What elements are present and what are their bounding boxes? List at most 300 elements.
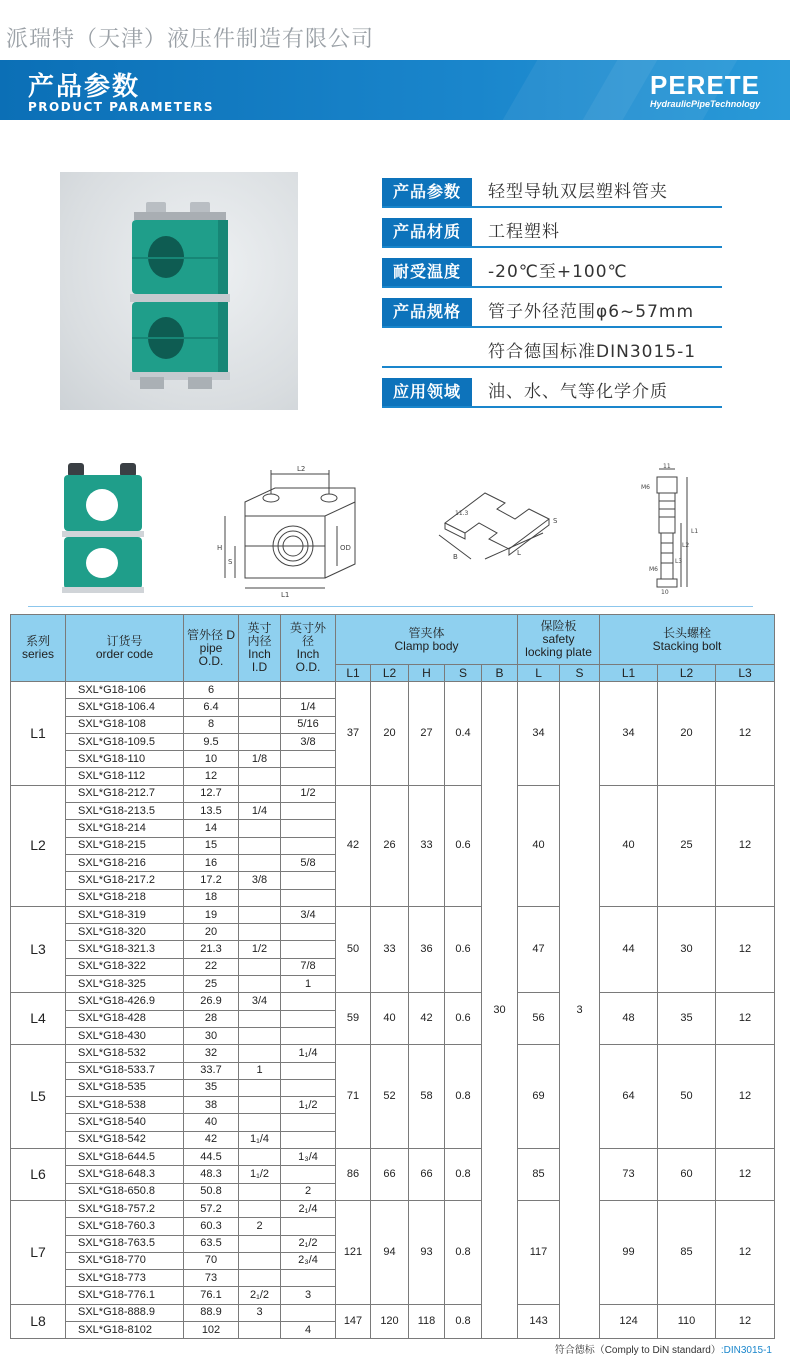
inch-od-cell [281, 872, 336, 889]
inch-id-cell: 3/8 [239, 872, 281, 889]
clamp-l1-cell: 37 [336, 682, 371, 786]
clamp-h-cell: 93 [409, 1200, 445, 1304]
inch-id-cell [239, 820, 281, 837]
subheader-bolt-l1: L1 [600, 665, 658, 682]
header-banner [0, 60, 790, 120]
bolt-dim-s-label: 11 [663, 463, 671, 470]
clamp-l2-cell: 52 [371, 1045, 409, 1149]
clamp-h-cell: 66 [409, 1149, 445, 1201]
clamp-s-cell: 0.6 [445, 993, 482, 1045]
order-code-cell: SXL*G18-535 [66, 1079, 184, 1096]
order-code-cell: SXL*G18-770 [66, 1252, 184, 1269]
order-code-cell: SXL*G18-648.3 [66, 1166, 184, 1183]
bolt-l2-cell: 25 [658, 785, 716, 906]
footnote-text: 符合德标（Comply to DiN standard） [554, 1345, 721, 1356]
pipe-od-cell: 14 [184, 820, 239, 837]
inch-od-cell [281, 1304, 336, 1321]
bolt-dim-m6-label: M6 [641, 484, 650, 491]
subheader-plate-l: L [518, 665, 560, 682]
inch-od-cell [281, 1114, 336, 1131]
inch-od-cell: 5/8 [281, 854, 336, 871]
order-code-cell: SXL*G18-532 [66, 1045, 184, 1062]
pipe-od-cell: 25 [184, 976, 239, 993]
pipe-od-cell: 48.3 [184, 1166, 239, 1183]
order-code-cell: SXL*G18-214 [66, 820, 184, 837]
inch-od-cell [281, 1062, 336, 1079]
pipe-od-cell: 63.5 [184, 1235, 239, 1252]
order-code-cell: SXL*G18-217.2 [66, 872, 184, 889]
table-row [11, 1304, 775, 1321]
pipe-od-cell: 102 [184, 1321, 239, 1338]
order-code-cell: SXL*G18-322 [66, 958, 184, 975]
bolt-dim-d-label: 10 [661, 589, 669, 595]
pipe-od-cell: 6 [184, 682, 239, 699]
inch-id-cell [239, 682, 281, 699]
pipe-od-cell: 15 [184, 837, 239, 854]
bolt-l2-cell: 85 [658, 1200, 716, 1304]
inch-od-cell [281, 1270, 336, 1287]
inch-od-cell: 4 [281, 1321, 336, 1338]
order-code-cell: SXL*G18-650.8 [66, 1183, 184, 1200]
pipe-od-cell: 33.7 [184, 1062, 239, 1079]
inch-id-cell [239, 1027, 281, 1044]
clamp-l2-cell: 26 [371, 785, 409, 906]
clamp-l1-cell: 121 [336, 1200, 371, 1304]
inch-id-cell [239, 733, 281, 750]
clamp-b-cell: 30 [482, 682, 518, 1339]
header-series: 系列 series [11, 615, 66, 682]
standard-footnote [555, 1341, 772, 1356]
plate-l-cell: 47 [518, 906, 560, 992]
dim-l2-label: L2 [297, 465, 306, 473]
subheader-clamp-h: H [409, 665, 445, 682]
series-cell: L1 [11, 682, 66, 786]
order-code-cell: SXL*G18-213.5 [66, 803, 184, 820]
pipe-od-cell: 9.5 [184, 733, 239, 750]
order-code-cell: SXL*G18-776.1 [66, 1287, 184, 1304]
param-row-application [382, 378, 722, 408]
plate-l-cell: 69 [518, 1045, 560, 1149]
inch-id-cell: 2₁/2 [239, 1287, 281, 1304]
inch-od-cell [281, 820, 336, 837]
plate-l-cell: 34 [518, 682, 560, 786]
inch-id-cell [239, 785, 281, 802]
bolt-l1-cell: 44 [600, 906, 658, 992]
inch-id-cell [239, 854, 281, 871]
dim-od-label: OD [340, 544, 351, 552]
inch-od-cell: 2 [281, 1183, 336, 1200]
inch-od-cell [281, 1131, 336, 1148]
clamp-s-cell: 0.8 [445, 1200, 482, 1304]
bolt-l2-cell: 35 [658, 993, 716, 1045]
order-code-cell: SXL*G18-106 [66, 682, 184, 699]
inch-id-cell [239, 1183, 281, 1200]
order-code-cell: SXL*G18-763.5 [66, 1235, 184, 1252]
header-stacking-bolt: 长头螺栓 Stacking bolt [600, 615, 775, 665]
pipe-od-cell: 16 [184, 854, 239, 871]
inch-od-cell [281, 1027, 336, 1044]
bolt-l3-cell: 12 [716, 1200, 775, 1304]
inch-id-cell [239, 1252, 281, 1269]
bolt-l3-cell: 12 [716, 906, 775, 992]
clamp-s-cell: 0.8 [445, 1149, 482, 1201]
order-code-cell: SXL*G18-773 [66, 1270, 184, 1287]
header-inch-id: 英寸 内径 Inch I.D [239, 615, 281, 682]
banner-title-en: PRODUCT PARAMETERS [28, 100, 215, 114]
table-row [11, 785, 775, 802]
series-cell: L4 [11, 993, 66, 1045]
order-code-cell: SXL*G18-426.9 [66, 993, 184, 1010]
inch-od-cell [281, 924, 336, 941]
param-value: 油、水、气等化学介质 [488, 382, 668, 402]
inch-od-cell: 3 [281, 1287, 336, 1304]
bolt-l3-cell: 12 [716, 1304, 775, 1339]
banner-title-cn: 产品参数 [28, 72, 141, 102]
order-code-cell: SXL*G18-321.3 [66, 941, 184, 958]
pipe-od-cell: 12 [184, 768, 239, 785]
order-code-cell: SXL*G18-538 [66, 1097, 184, 1114]
series-cell: L3 [11, 906, 66, 992]
header-pipe-od: 管外径 D pipe O.D. [184, 615, 239, 682]
order-code-cell: SXL*G18-215 [66, 837, 184, 854]
inch-id-cell [239, 889, 281, 906]
subheader-bolt-l3: L3 [716, 665, 775, 682]
inch-od-cell [281, 1079, 336, 1096]
clamp-photo-illustration [60, 172, 298, 410]
logo-tagline: HydraulicPipeTechnology [650, 99, 761, 109]
table-row [11, 906, 775, 923]
plate-l-cell: 143 [518, 1304, 560, 1339]
inch-id-cell [239, 1114, 281, 1131]
plate-dim-s-label: S [553, 517, 558, 525]
pipe-od-cell: 44.5 [184, 1149, 239, 1166]
inch-od-cell [281, 1218, 336, 1235]
inch-id-cell [239, 1097, 281, 1114]
inch-id-cell [239, 768, 281, 785]
pipe-od-cell: 6.4 [184, 699, 239, 716]
pipe-od-cell: 40 [184, 1114, 239, 1131]
inch-id-cell [239, 958, 281, 975]
pipe-od-cell: 26.9 [184, 993, 239, 1010]
order-code-cell: SXL*G18-888.9 [66, 1304, 184, 1321]
order-code-cell: SXL*G18-218 [66, 889, 184, 906]
specification-table [10, 614, 775, 1339]
dim-l1-label: L1 [281, 591, 290, 599]
plate-l-cell: 117 [518, 1200, 560, 1304]
series-cell: L7 [11, 1200, 66, 1304]
pipe-od-cell: 60.3 [184, 1218, 239, 1235]
technical-drawings [0, 455, 790, 600]
clamp-s-cell: 0.4 [445, 682, 482, 786]
header-order-code: 订货号 order code [66, 615, 184, 682]
pipe-od-cell: 8 [184, 716, 239, 733]
pipe-od-cell: 50.8 [184, 1183, 239, 1200]
locking-plate-drawing [425, 473, 570, 583]
inch-id-cell: 1/4 [239, 803, 281, 820]
clamp-l1-cell: 147 [336, 1304, 371, 1339]
bolt-l1-cell: 124 [600, 1304, 658, 1339]
order-code-cell: SXL*G18-757.2 [66, 1200, 184, 1217]
inch-od-cell: 2₁/2 [281, 1235, 336, 1252]
inch-id-cell [239, 716, 281, 733]
param-value: 工程塑料 [488, 222, 560, 242]
param-value: 管子外径范围φ6~57mm [488, 302, 695, 322]
inch-od-cell: 3/8 [281, 733, 336, 750]
inch-id-cell [239, 976, 281, 993]
order-code-cell: SXL*G18-216 [66, 854, 184, 871]
param-row-temperature [382, 258, 722, 288]
bolt-dim-l2-label: L2 [682, 542, 690, 549]
param-label: 耐受温度 [382, 258, 472, 286]
pipe-od-cell: 30 [184, 1027, 239, 1044]
inch-od-cell: 1 [281, 976, 336, 993]
series-cell: L2 [11, 785, 66, 906]
stacking-bolt-drawing [635, 463, 710, 595]
param-label: 产品材质 [382, 218, 472, 246]
inch-id-cell: 1₁/2 [239, 1166, 281, 1183]
pipe-od-cell: 76.1 [184, 1287, 239, 1304]
param-row-standard [382, 338, 722, 368]
bolt-l3-cell: 12 [716, 1045, 775, 1149]
order-code-cell: SXL*G18-760.3 [66, 1218, 184, 1235]
header-inch-od: 英寸外 径 Inch O.D. [281, 615, 336, 682]
bolt-l1-cell: 40 [600, 785, 658, 906]
order-code-cell: SXL*G18-110 [66, 751, 184, 768]
subheader-clamp-b: B [482, 665, 518, 682]
inch-id-cell [239, 1235, 281, 1252]
plate-s-cell: 3 [560, 682, 600, 1339]
table-row [11, 682, 775, 699]
order-code-cell: SXL*G18-320 [66, 924, 184, 941]
bolt-l1-cell: 48 [600, 993, 658, 1045]
pipe-od-cell: 13.5 [184, 803, 239, 820]
clamp-s-cell: 0.6 [445, 785, 482, 906]
param-value: 符合德国标准DIN3015-1 [488, 342, 697, 362]
pipe-od-cell: 10 [184, 751, 239, 768]
inch-od-cell: 7/8 [281, 958, 336, 975]
inch-od-cell: 1/2 [281, 785, 336, 802]
inch-od-cell: 1₁/4 [281, 1045, 336, 1062]
inch-id-cell: 1₁/4 [239, 1131, 281, 1148]
pipe-od-cell: 21.3 [184, 941, 239, 958]
param-row-name [382, 178, 722, 208]
inch-id-cell [239, 1010, 281, 1027]
series-cell: L8 [11, 1304, 66, 1339]
inch-od-cell: 5/16 [281, 716, 336, 733]
inch-id-cell [239, 1270, 281, 1287]
company-name: 派瑞特（天津）液压件制造有限公司 [6, 27, 375, 52]
plate-l-cell: 40 [518, 785, 560, 906]
clamp-l1-cell: 50 [336, 906, 371, 992]
inch-od-cell: 2₁/4 [281, 1200, 336, 1217]
clamp-s-cell: 0.8 [445, 1304, 482, 1339]
inch-id-cell [239, 1321, 281, 1338]
inch-id-cell: 1/2 [239, 941, 281, 958]
bolt-l1-cell: 34 [600, 682, 658, 786]
clamp-l1-cell: 86 [336, 1149, 371, 1201]
pipe-od-cell: 17.2 [184, 872, 239, 889]
bolt-dim-l1-label: L1 [691, 528, 699, 535]
plate-l-cell: 85 [518, 1149, 560, 1201]
clamp-s-cell: 0.6 [445, 906, 482, 992]
bolt-l2-cell: 20 [658, 682, 716, 786]
subheader-clamp-s: S [445, 665, 482, 682]
dim-h-label: H [217, 544, 223, 552]
clamp-l1-cell: 71 [336, 1045, 371, 1149]
order-code-cell: SXL*G18-108 [66, 716, 184, 733]
plate-dim-b-label: B [453, 553, 458, 561]
inch-od-cell [281, 1166, 336, 1183]
subheader-bolt-l2: L2 [658, 665, 716, 682]
pipe-od-cell: 88.9 [184, 1304, 239, 1321]
subheader-clamp-l2: L2 [371, 665, 409, 682]
inch-od-cell [281, 768, 336, 785]
param-label: 产品参数 [382, 178, 472, 206]
param-value: 轻型导轨双层塑料管夹 [488, 182, 668, 202]
logo-text: PERETE [650, 70, 761, 100]
inch-id-cell [239, 837, 281, 854]
clamp-l2-cell: 66 [371, 1149, 409, 1201]
series-cell: L5 [11, 1045, 66, 1149]
plate-dim-h-label: 11.3 [455, 510, 469, 517]
order-code-cell: SXL*G18-533.7 [66, 1062, 184, 1079]
subheader-plate-s: S [560, 665, 600, 682]
bolt-dim-l3-label: L3 [675, 558, 683, 565]
table-row [11, 1200, 775, 1217]
bolt-l2-cell: 60 [658, 1149, 716, 1201]
inch-od-cell [281, 941, 336, 958]
clamp-l2-cell: 120 [371, 1304, 409, 1339]
pipe-od-cell: 57.2 [184, 1200, 239, 1217]
clamp-l2-cell: 20 [371, 682, 409, 786]
clamp-l2-cell: 94 [371, 1200, 409, 1304]
order-code-cell: SXL*G18-8102 [66, 1321, 184, 1338]
clamp-s-cell: 0.8 [445, 1045, 482, 1149]
bolt-l1-cell: 73 [600, 1149, 658, 1201]
pipe-od-cell: 73 [184, 1270, 239, 1287]
inch-id-cell [239, 1045, 281, 1062]
clamp-h-cell: 33 [409, 785, 445, 906]
pipe-od-cell: 22 [184, 958, 239, 975]
inch-id-cell: 2 [239, 1218, 281, 1235]
table-row [11, 1045, 775, 1062]
bolt-l3-cell: 12 [716, 1149, 775, 1201]
inch-od-cell [281, 803, 336, 820]
pipe-od-cell: 18 [184, 889, 239, 906]
inch-id-cell [239, 1079, 281, 1096]
order-code-cell: SXL*G18-644.5 [66, 1149, 184, 1166]
footnote-standard: :DIN3015-1 [720, 1345, 772, 1356]
inch-od-cell [281, 1010, 336, 1027]
order-code-cell: SXL*G18-542 [66, 1131, 184, 1148]
bolt-l3-cell: 12 [716, 682, 775, 786]
param-value: -20℃至+100℃ [488, 262, 628, 282]
bolt-l2-cell: 50 [658, 1045, 716, 1149]
bolt-dim-m8-label: M6 [649, 566, 658, 573]
stacked-clamp-thumbnail [58, 463, 148, 595]
inch-id-cell [239, 906, 281, 923]
clamp-h-cell: 27 [409, 682, 445, 786]
clamp-l1-cell: 59 [336, 993, 371, 1045]
pipe-od-cell: 19 [184, 906, 239, 923]
order-code-cell: SXL*G18-430 [66, 1027, 184, 1044]
pipe-od-cell: 12.7 [184, 785, 239, 802]
pipe-od-cell: 35 [184, 1079, 239, 1096]
order-code-cell: SXL*G18-212.7 [66, 785, 184, 802]
inch-od-cell [281, 837, 336, 854]
header-clamp-body: 管夹体 Clamp body [336, 615, 518, 665]
order-code-cell: SXL*G18-112 [66, 768, 184, 785]
pipe-od-cell: 42 [184, 1131, 239, 1148]
brand-logo [650, 70, 770, 109]
clamp-l1-cell: 42 [336, 785, 371, 906]
order-code-cell: SXL*G18-540 [66, 1114, 184, 1131]
order-code-cell: SXL*G18-325 [66, 976, 184, 993]
inch-id-cell: 3 [239, 1304, 281, 1321]
inch-id-cell: 3/4 [239, 993, 281, 1010]
inch-id-cell [239, 699, 281, 716]
param-label: 产品规格 [382, 298, 472, 326]
bolt-l2-cell: 30 [658, 906, 716, 992]
pipe-od-cell: 20 [184, 924, 239, 941]
pipe-od-cell: 28 [184, 1010, 239, 1027]
inch-od-cell: 1₁/2 [281, 1097, 336, 1114]
inch-od-cell: 1/4 [281, 699, 336, 716]
bolt-l1-cell: 99 [600, 1200, 658, 1304]
clamp-l2-cell: 33 [371, 906, 409, 992]
inch-id-cell [239, 1149, 281, 1166]
order-code-cell: SXL*G18-109.5 [66, 733, 184, 750]
pipe-od-cell: 70 [184, 1252, 239, 1269]
inch-od-cell [281, 993, 336, 1010]
subheader-clamp-l1: L1 [336, 665, 371, 682]
clamp-l2-cell: 40 [371, 993, 409, 1045]
dim-s-label: S [228, 558, 233, 566]
pipe-od-cell: 32 [184, 1045, 239, 1062]
order-code-cell: SXL*G18-319 [66, 906, 184, 923]
plate-l-cell: 56 [518, 993, 560, 1045]
inch-id-cell [239, 1200, 281, 1217]
inch-id-cell: 1/8 [239, 751, 281, 768]
clamp-body-drawing [215, 460, 365, 600]
param-row-spec [382, 298, 722, 328]
inch-od-cell: 2₃/4 [281, 1252, 336, 1269]
bolt-l3-cell: 12 [716, 785, 775, 906]
pipe-od-cell: 38 [184, 1097, 239, 1114]
product-photo [60, 172, 298, 410]
clamp-h-cell: 58 [409, 1045, 445, 1149]
inch-od-cell [281, 682, 336, 699]
section-divider [28, 606, 753, 607]
inch-od-cell: 1₃/4 [281, 1149, 336, 1166]
inch-od-cell [281, 751, 336, 768]
series-cell: L6 [11, 1149, 66, 1201]
header-locking-plate: 保险板 safety locking plate [518, 615, 600, 665]
param-label: 应用领域 [382, 378, 472, 406]
inch-od-cell [281, 889, 336, 906]
bolt-l2-cell: 110 [658, 1304, 716, 1339]
plate-dim-l-label: L [517, 549, 521, 557]
clamp-h-cell: 42 [409, 993, 445, 1045]
inch-id-cell: 1 [239, 1062, 281, 1079]
clamp-h-cell: 36 [409, 906, 445, 992]
table-row [11, 1149, 775, 1166]
clamp-h-cell: 118 [409, 1304, 445, 1339]
order-code-cell: SXL*G18-106.4 [66, 699, 184, 716]
order-code-cell: SXL*G18-428 [66, 1010, 184, 1027]
table-row [11, 993, 775, 1010]
bolt-l3-cell: 12 [716, 993, 775, 1045]
